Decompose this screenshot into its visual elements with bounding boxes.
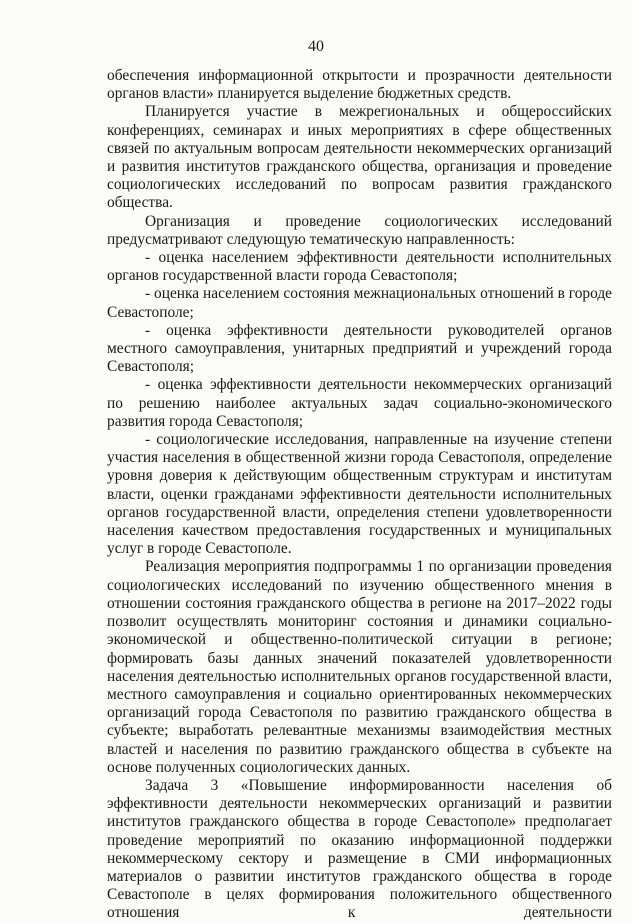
document-body bbox=[107, 67, 612, 923]
paragraph: Планируется участие в межрегиональных и общероссийских конференциях, семинарах и иных мероприятиях в сфере общественных связей по актуальным вопросам деятельности некоммерческих организаций и развития институтов гражданского общества, организация и проведение социологических исследований по вопросам развития гражданского общества. bbox=[107, 103, 612, 212]
list-item: - оценка эффективности деятельности руководителей органов местного самоуправления, унитарных предприятий и учреждений города Севастополя; bbox=[107, 321, 612, 376]
list-item: - социологические исследования, направленные на изучение степени участия населения в общественной жизни города Севастополя, определение уровня доверия к действующим общественным структурам и институтам власти, оценки гражданами эффективности деятельности исполнительных органов государственной власти, определения степени удовлетворенности населения качеством предоставления государственных и муниципальных услуг в городе Севастополе. bbox=[107, 431, 612, 558]
list-item: - оценка населением состояния межнациональных отношений в городе Севастополе; bbox=[107, 285, 612, 321]
paragraph: Реализация мероприятия подпрограммы 1 по организации проведения социологических исследований по изучению общественного мнения в отношении состояния гражданского общества в регионе на 2017–2022 годы позволит осуществлять мониторинг состояния и динамики социально-экономической и общественно-политической ситуации в регионе; формировать базы данных значений показателей удовлетворенности населения деятельностью исполнительных органов государственной власти, местного самоуправления и социально ориентированных некоммерческих организаций города Севастополя по развитию гражданского общества в субъекте; выработать релевантные механизмы взаимодействия местных властей и населения по развитию гражданского общества в субъекте на основе полученных социологических данных. bbox=[107, 558, 612, 776]
paragraph: обеспечения информационной открытости и прозрачности деятельности органов власти» планируется выделение бюджетных средств. bbox=[107, 67, 612, 103]
list-item: - оценка эффективности деятельности некоммерческих организаций по решению наиболее актуальных задач социально-экономического развития города Севастополя; bbox=[107, 376, 612, 430]
paragraph: Задача 3 «Повышение информированности населения об эффективности деятельности некоммерческих организаций и развитии институтов гражданского общества в городе Севастополе» предполагает проведение мероприятий по оказанию информационной поддержки некоммерческому сектору и размещение в СМИ информационных материалов о развитии институтов гражданского общества в городе Севастополе в целях формирования положительного общественного отношения к деятельности bbox=[107, 776, 612, 922]
list-item: - оценка населением эффективности деятельности исполнительных органов государственной власти города Севастополя; bbox=[107, 249, 612, 285]
page-number: 40 bbox=[308, 38, 324, 55]
paragraph: Организация и проведение социологических исследований предусматривают следующую тематическую направленность: bbox=[107, 212, 612, 248]
